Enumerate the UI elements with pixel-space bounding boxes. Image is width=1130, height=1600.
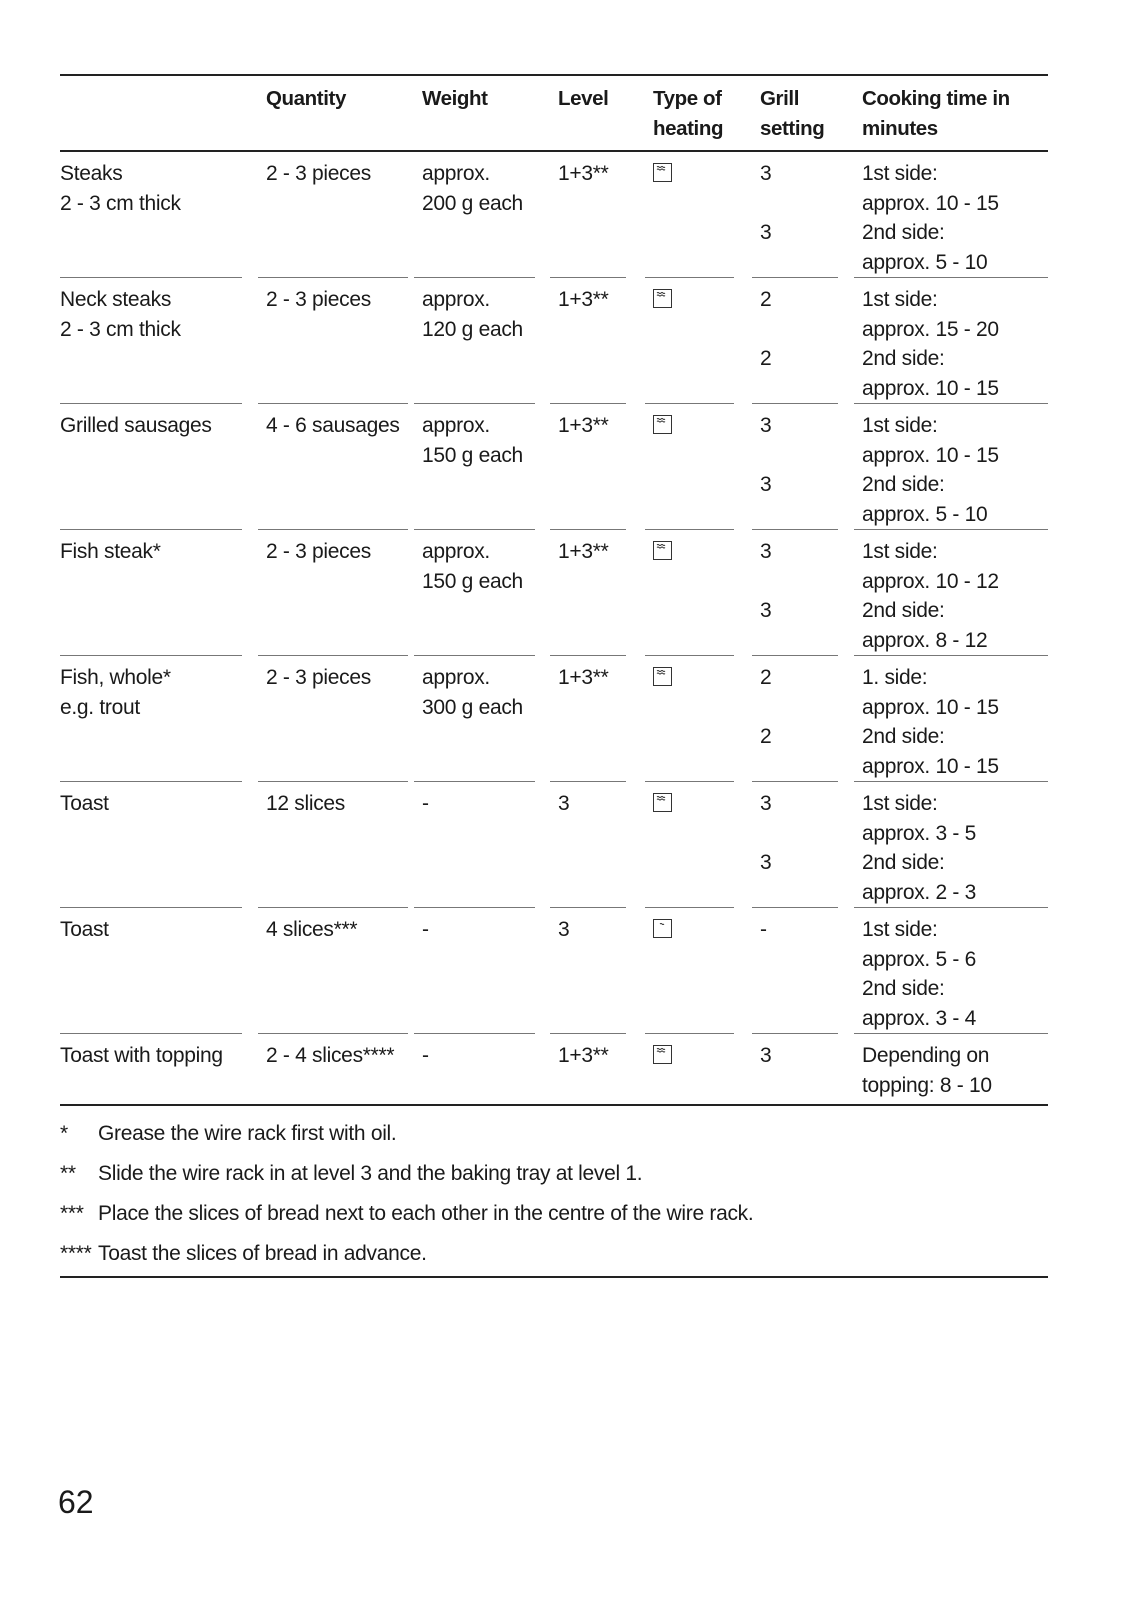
footnotes-end-rule xyxy=(60,1276,1048,1278)
time-line: 2nd side: xyxy=(862,599,945,622)
header-quantity: Quantity xyxy=(266,87,346,110)
weight-line: - xyxy=(422,1044,429,1067)
quantity-value: 2 - 3 pieces xyxy=(266,162,371,185)
cell-grill xyxy=(752,656,854,782)
cell-food xyxy=(60,1034,258,1104)
weight-line: approx. xyxy=(422,666,490,689)
time-line: approx. 10 - 12 xyxy=(862,569,999,593)
footnote-text: Place the slices of bread next to each other in the centre of the wire rack. xyxy=(98,1202,754,1225)
table-row xyxy=(60,152,1048,278)
weight-line: approx. xyxy=(422,540,490,563)
weight-line: 150 g each xyxy=(422,569,523,593)
cell-weight xyxy=(414,782,550,908)
quantity-value: 12 slices xyxy=(266,792,346,815)
full-surface-grill-icon xyxy=(653,541,672,560)
weight-line: - xyxy=(422,918,429,941)
time-line: approx. 3 - 5 xyxy=(862,821,976,845)
table-row xyxy=(60,656,1048,782)
grill-setting-value: 3 xyxy=(760,1044,772,1067)
grill-setting-value: 3 xyxy=(760,851,772,874)
time-line: topping: 8 - 10 xyxy=(862,1073,992,1097)
grill-setting-value: 3 xyxy=(760,162,772,185)
food-line: Neck steaks xyxy=(60,288,172,311)
weight-line: approx. xyxy=(422,288,490,311)
food-line: e.g. trout xyxy=(60,695,140,719)
cell-grill xyxy=(752,1034,854,1104)
weight-line: 120 g each xyxy=(422,317,523,341)
time-line: approx. 2 - 3 xyxy=(862,880,976,904)
cell-grill xyxy=(752,908,854,1034)
quantity-value: 2 - 3 pieces xyxy=(266,288,371,311)
cell-time xyxy=(854,152,1048,278)
table-body xyxy=(60,152,1048,1104)
cell-heating-icon xyxy=(645,404,752,530)
full-surface-grill-icon xyxy=(653,1045,672,1064)
grill-setting-value: 2 xyxy=(760,288,772,311)
time-line: approx. 3 - 4 xyxy=(862,1006,976,1030)
header-cooking-time: Cooking time in minutes xyxy=(862,87,1010,140)
time-line: 2nd side: xyxy=(862,851,945,874)
level-value: 1+3** xyxy=(558,414,609,437)
table-row xyxy=(60,782,1048,908)
table-row xyxy=(60,908,1048,1034)
grill-setting-value: 2 xyxy=(760,347,772,370)
level-value: 1+3** xyxy=(558,1044,609,1067)
food-line: Toast xyxy=(60,918,109,941)
cell-time xyxy=(854,404,1048,530)
footnote-mark: ** xyxy=(60,1162,76,1185)
time-line: 1. side: xyxy=(862,666,928,689)
time-line: 2nd side: xyxy=(862,347,945,370)
footnote xyxy=(60,1114,1048,1154)
cell-heating-icon xyxy=(645,1034,752,1104)
grill-setting-value: 3 xyxy=(760,414,772,437)
cell-food xyxy=(60,656,258,782)
cell-food xyxy=(60,782,258,908)
cell-quantity xyxy=(258,530,414,656)
cell-grill xyxy=(752,404,854,530)
cell-grill xyxy=(752,152,854,278)
full-surface-grill-icon xyxy=(653,163,672,182)
cell-weight xyxy=(414,404,550,530)
full-surface-grill-icon xyxy=(653,415,672,434)
cell-level xyxy=(550,152,645,278)
footnote-mark: *** xyxy=(60,1202,84,1225)
page-number: 62 xyxy=(58,1484,94,1520)
cell-weight xyxy=(414,908,550,1034)
footnote-mark: * xyxy=(60,1122,68,1145)
time-line: 2nd side: xyxy=(862,725,945,748)
time-line: approx. 15 - 20 xyxy=(862,317,999,341)
cell-grill xyxy=(752,782,854,908)
time-line: 1st side: xyxy=(862,918,938,941)
level-value: 1+3** xyxy=(558,666,609,689)
cell-level xyxy=(550,656,645,782)
time-line: approx. 5 - 10 xyxy=(862,250,988,274)
cell-weight xyxy=(414,530,550,656)
cell-heating-icon xyxy=(645,656,752,782)
level-value: 3 xyxy=(558,792,570,815)
weight-line: - xyxy=(422,792,429,815)
time-line: 2nd side: xyxy=(862,977,945,1000)
time-line: Depending on xyxy=(862,1044,990,1067)
cell-heating-icon xyxy=(645,908,752,1034)
grill-setting-value: 3 xyxy=(760,221,772,244)
cell-food xyxy=(60,278,258,404)
quantity-value: 4 slices*** xyxy=(266,918,358,941)
time-line: approx. 10 - 15 xyxy=(862,191,999,215)
footnote xyxy=(60,1154,1048,1194)
time-line: approx. 8 - 12 xyxy=(862,628,988,652)
table-row xyxy=(60,530,1048,656)
time-line: 1st side: xyxy=(862,288,938,311)
cell-weight xyxy=(414,278,550,404)
grill-setting-value: - xyxy=(760,918,767,941)
cell-time xyxy=(854,908,1048,1034)
time-line: 1st side: xyxy=(862,162,938,185)
quantity-value: 2 - 3 pieces xyxy=(266,666,371,689)
quantity-value: 4 - 6 sausages xyxy=(266,414,400,437)
header-food xyxy=(60,76,258,150)
cell-quantity xyxy=(258,908,414,1034)
footnote-mark: **** xyxy=(60,1242,92,1265)
cell-level xyxy=(550,1034,645,1104)
cell-level xyxy=(550,908,645,1034)
cell-level xyxy=(550,404,645,530)
cell-level xyxy=(550,278,645,404)
footnote xyxy=(60,1194,1048,1234)
table-row xyxy=(60,278,1048,404)
food-line: Fish steak* xyxy=(60,540,161,563)
cell-food xyxy=(60,908,258,1034)
cell-quantity xyxy=(258,782,414,908)
grill-setting-value: 3 xyxy=(760,540,772,563)
weight-line: 150 g each xyxy=(422,443,523,467)
food-line: 2 - 3 cm thick xyxy=(60,191,181,215)
grill-setting-value: 2 xyxy=(760,725,772,748)
time-line: approx. 5 - 10 xyxy=(862,502,988,526)
time-line: approx. 10 - 15 xyxy=(862,443,999,467)
full-surface-grill-icon xyxy=(653,289,672,308)
footnote-text: Slide the wire rack in at level 3 and the baking tray at level 1. xyxy=(98,1162,643,1185)
time-line: 1st side: xyxy=(862,792,938,815)
time-line: 1st side: xyxy=(862,540,938,563)
cell-heating-icon xyxy=(645,782,752,908)
time-line: approx. 10 - 15 xyxy=(862,376,999,400)
grill-setting-value: 3 xyxy=(760,473,772,496)
cell-heating-icon xyxy=(645,530,752,656)
header-grill-setting: Grill setting xyxy=(760,87,825,140)
full-surface-grill-icon xyxy=(653,667,672,686)
cell-weight xyxy=(414,1034,550,1104)
footnote-text: Toast the slices of bread in advance. xyxy=(98,1242,427,1265)
time-line: 2nd side: xyxy=(862,221,945,244)
header-type-of-heating: Type of heating xyxy=(653,87,724,140)
cell-quantity xyxy=(258,656,414,782)
cell-quantity xyxy=(258,404,414,530)
grill-setting-value: 2 xyxy=(760,666,772,689)
weight-line: 300 g each xyxy=(422,695,523,719)
food-line: 2 - 3 cm thick xyxy=(60,317,181,341)
small-area-grill-icon xyxy=(653,919,672,938)
cell-quantity xyxy=(258,1034,414,1104)
footnote-text: Grease the wire rack first with oil. xyxy=(98,1122,397,1145)
cell-food xyxy=(60,152,258,278)
time-line: 2nd side: xyxy=(862,473,945,496)
quantity-value: 2 - 4 slices**** xyxy=(266,1044,395,1067)
grill-setting-value: 3 xyxy=(760,599,772,622)
weight-line: approx. xyxy=(422,414,490,437)
grilling-table-page xyxy=(60,74,1048,1278)
table-row xyxy=(60,404,1048,530)
cell-level xyxy=(550,530,645,656)
quantity-value: 2 - 3 pieces xyxy=(266,540,371,563)
weight-line: 200 g each xyxy=(422,191,523,215)
header-weight: Weight xyxy=(422,87,488,110)
level-value: 1+3** xyxy=(558,540,609,563)
table-row xyxy=(60,1034,1048,1104)
cell-food xyxy=(60,530,258,656)
food-line: Toast with topping xyxy=(60,1044,223,1067)
cell-quantity xyxy=(258,278,414,404)
food-line: Grilled sausages xyxy=(60,414,212,437)
cell-level xyxy=(550,782,645,908)
table-header xyxy=(60,76,1048,152)
footnote xyxy=(60,1234,1048,1274)
full-surface-grill-icon xyxy=(653,793,672,812)
header-level: Level xyxy=(558,87,609,110)
cell-time xyxy=(854,782,1048,908)
level-value: 1+3** xyxy=(558,162,609,185)
cell-heating-icon xyxy=(645,152,752,278)
cell-time xyxy=(854,1034,1048,1104)
grill-setting-value: 3 xyxy=(760,792,772,815)
cell-weight xyxy=(414,152,550,278)
food-line: Toast xyxy=(60,792,109,815)
cell-time xyxy=(854,656,1048,782)
time-line: approx. 10 - 15 xyxy=(862,754,999,778)
cell-time xyxy=(854,278,1048,404)
time-line: approx. 10 - 15 xyxy=(862,695,999,719)
cell-food xyxy=(60,404,258,530)
time-line: 1st side: xyxy=(862,414,938,437)
cell-grill xyxy=(752,278,854,404)
level-value: 1+3** xyxy=(558,288,609,311)
footnotes xyxy=(60,1106,1048,1274)
time-line: approx. 5 - 6 xyxy=(862,947,976,971)
cell-weight xyxy=(414,656,550,782)
cell-heating-icon xyxy=(645,278,752,404)
weight-line: approx. xyxy=(422,162,490,185)
level-value: 3 xyxy=(558,918,570,941)
cell-time xyxy=(854,530,1048,656)
cell-grill xyxy=(752,530,854,656)
food-line: Fish, whole* xyxy=(60,666,171,689)
cell-quantity xyxy=(258,152,414,278)
food-line: Steaks xyxy=(60,162,123,185)
